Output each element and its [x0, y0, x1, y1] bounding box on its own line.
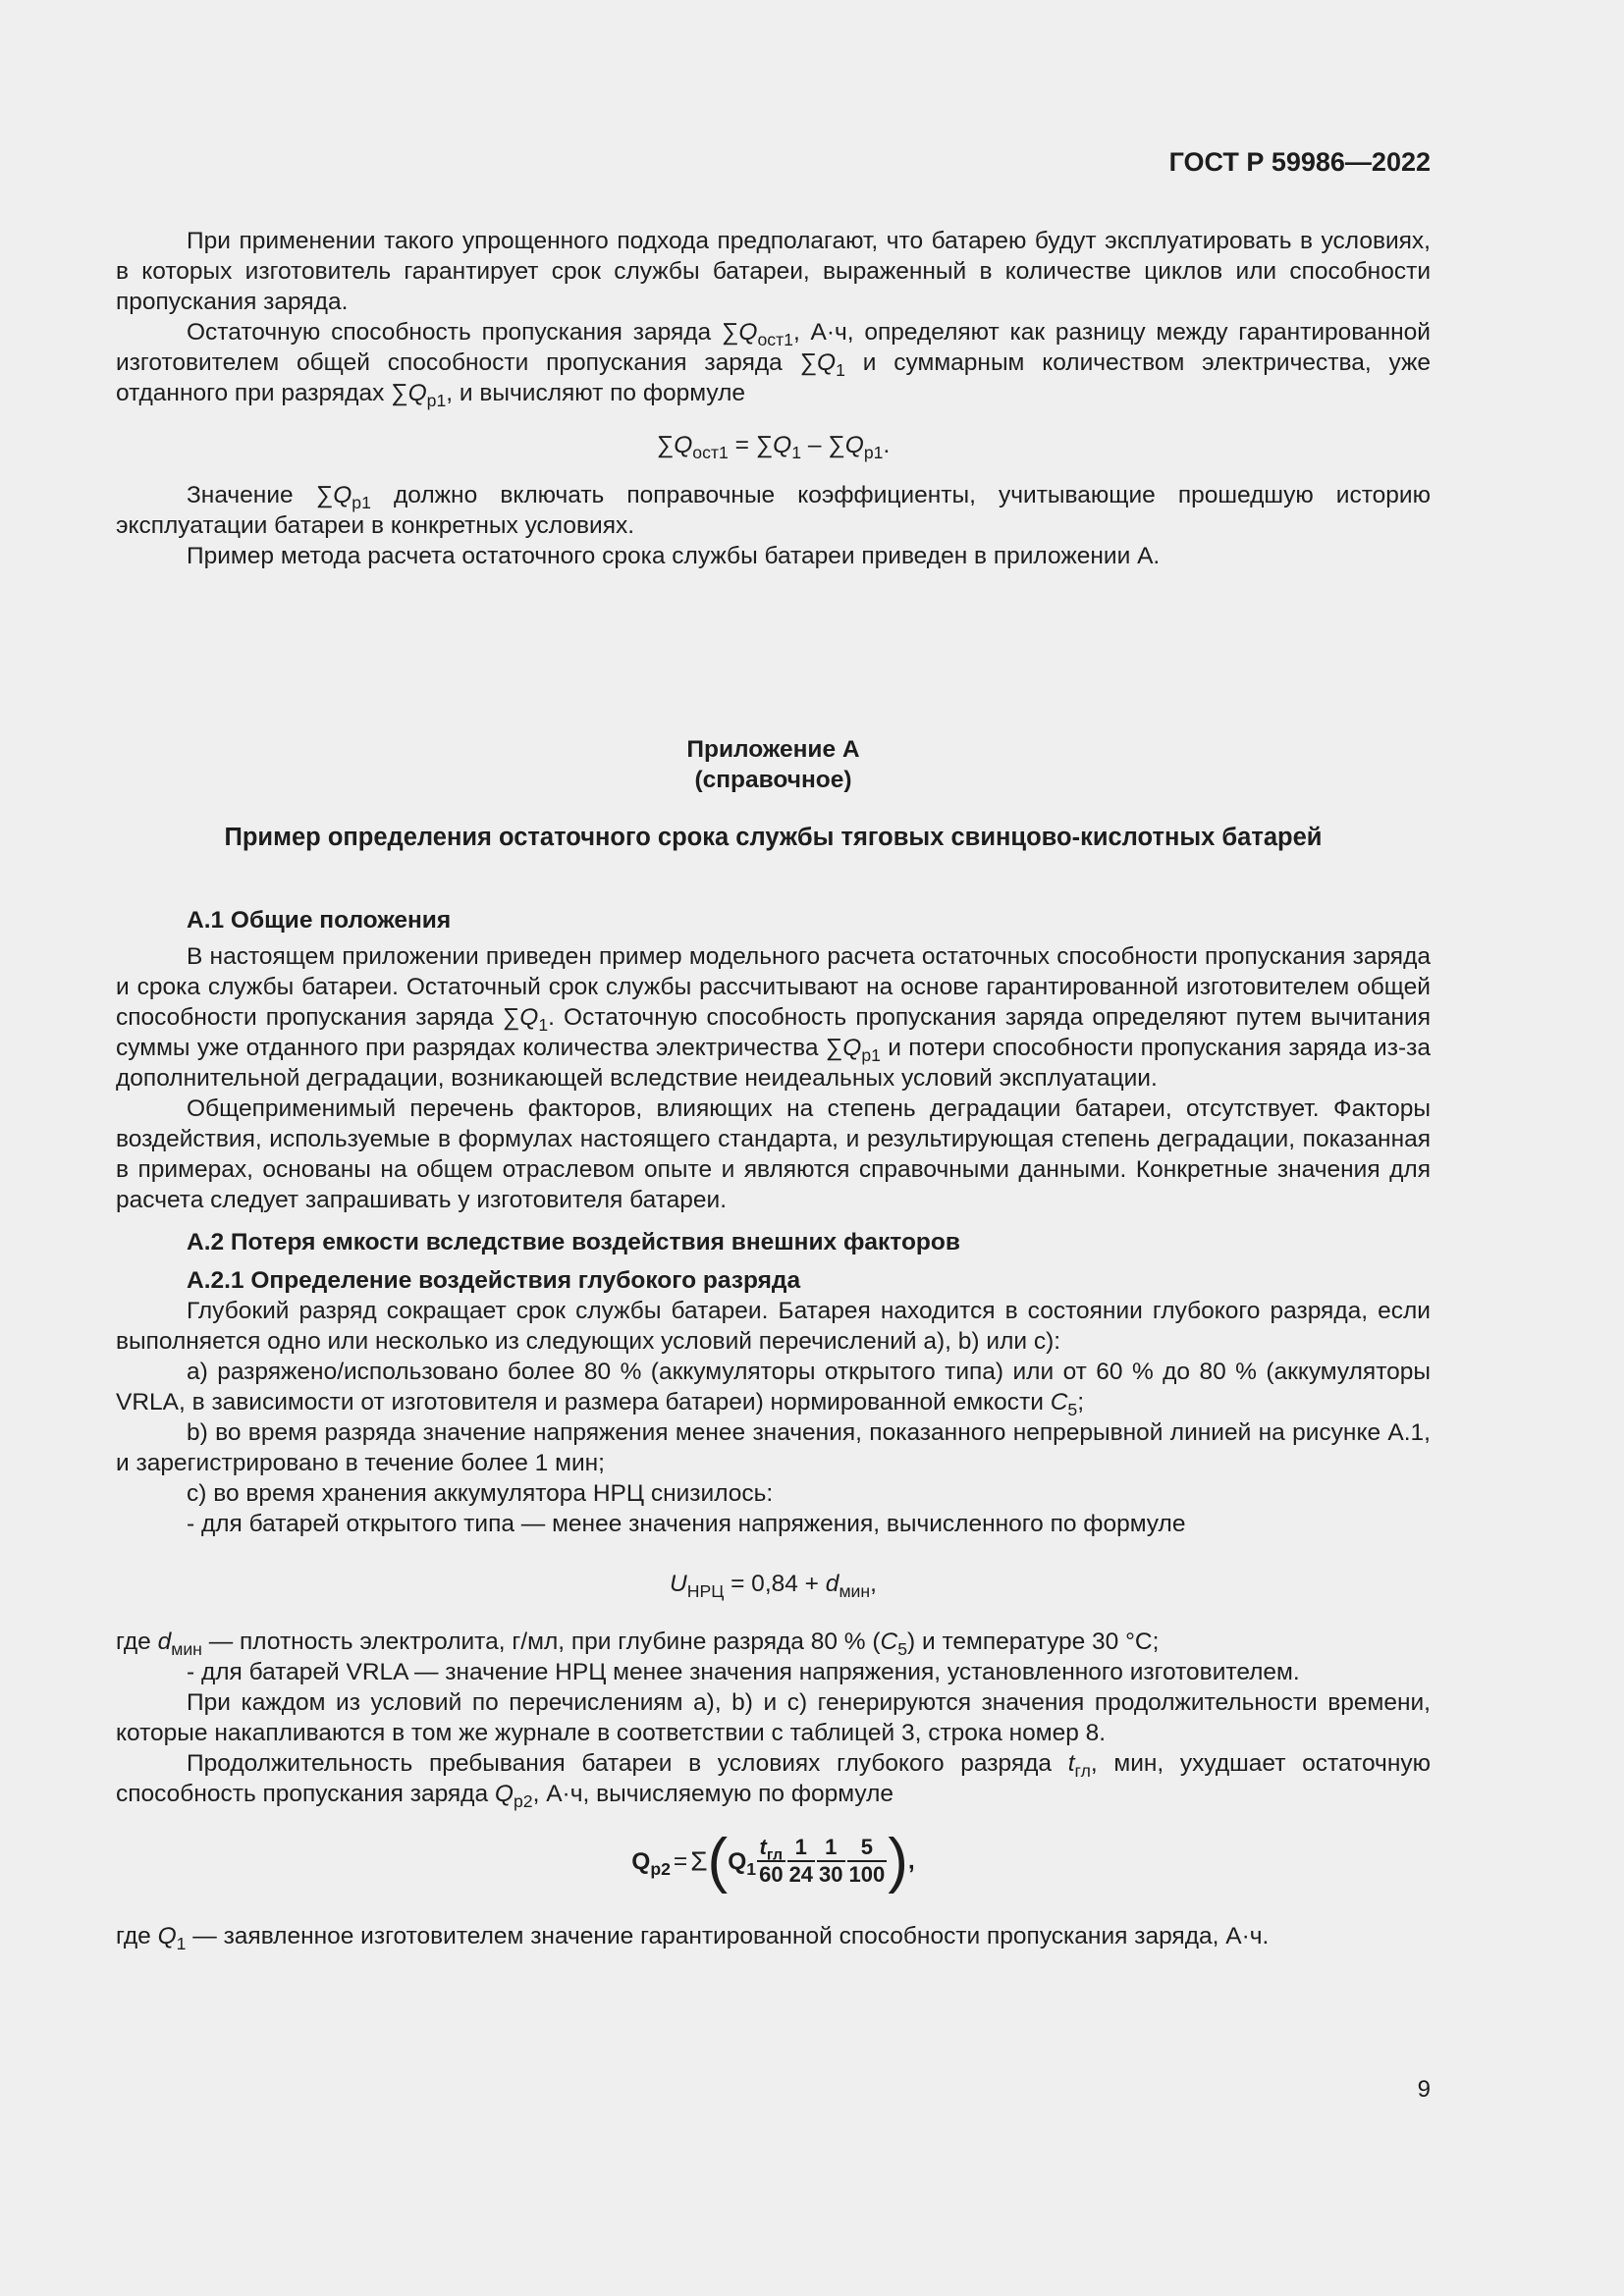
sigma-sign: Σ	[690, 1845, 708, 1877]
text: и суммарным количеством электричества, уже отданного при разрядах ∑	[116, 349, 1431, 406]
where-density	[116, 1627, 1431, 1660]
paragraph-deep-discharge-duration	[116, 1748, 1431, 1812]
text: , мин, ухудшает остаточную способность пропускания заряда	[116, 1750, 1431, 1807]
text: должно включать поправочные коэффициенты, учитывающие прошедшую историю эксплуатации батареи в конкретных условиях.	[116, 482, 1431, 539]
symbol-c: C	[1050, 1389, 1068, 1415]
top-section	[116, 226, 1431, 571]
q1-term	[728, 1847, 757, 1879]
symbol-q: Q	[728, 1847, 747, 1875]
symbol-q: Q	[631, 1847, 651, 1875]
text: где	[116, 1629, 158, 1655]
subscript: р2	[513, 1791, 533, 1812]
right-paren: )	[888, 1827, 908, 1895]
subscript: р1	[861, 1045, 881, 1066]
subscript: 5	[897, 1639, 908, 1660]
symbol-q: Q	[333, 482, 352, 508]
comma: ,	[907, 1847, 915, 1875]
subscript: 1	[538, 1015, 549, 1036]
fraction-5-100	[847, 1835, 888, 1888]
symbol-q: Q	[494, 1781, 514, 1807]
list-item-a	[116, 1357, 1431, 1420]
symbol-q: Q	[817, 349, 837, 376]
left-paren: (	[707, 1827, 729, 1895]
text: — плотность электролита, г/мл, при глубине разряда 80 % (	[201, 1629, 881, 1655]
symbol-q: Q	[773, 432, 792, 458]
symbol-c: C	[880, 1629, 898, 1655]
numerator: 1	[817, 1835, 844, 1862]
subscript: ост1	[757, 330, 793, 350]
symbol-q: Q	[519, 1004, 539, 1031]
paragraph-durations: При каждом из условий по перечислениям а), b) и с) генерируются значения продолжительности времени, которые накапливаются в том же журнале в соответствии с таблицей 3, строка номер 8.	[116, 1689, 1431, 1746]
subscript: р1	[352, 493, 371, 513]
text: = ∑	[728, 432, 774, 458]
section-a2-heading: А.2 Потеря емкости вследствие воздействия внешних факторов	[187, 1229, 960, 1255]
annex-subtitle: (справочное)	[694, 767, 852, 793]
text: и потери способности пропускания заряда из-за дополнительной деградации, возникающей вследствие неидеальных условий эксплуатации.	[116, 1035, 1431, 1092]
where-q1	[116, 1921, 1431, 1954]
subscript: 5	[1067, 1400, 1078, 1420]
text: ∑	[656, 432, 675, 458]
dash-item-open-type: - для батарей открытого типа — менее значения напряжения, вычисленного по формуле	[187, 1511, 1186, 1537]
subscript: мин	[839, 1581, 871, 1602]
text: ;	[1077, 1389, 1085, 1415]
annex-heading: Пример определения остаточного срока службы тяговых свинцово-кислотных батарей	[224, 824, 1323, 851]
symbol-q: Q	[844, 432, 864, 458]
text: – ∑	[801, 432, 845, 458]
symbol-q: Q	[738, 319, 758, 346]
text: Продолжительность пребывания батареи в условиях глубокого разряда	[187, 1750, 1068, 1777]
paragraph-a1-1	[116, 941, 1431, 1094]
numerator	[757, 1835, 785, 1862]
text: = 0,84 +	[724, 1571, 826, 1597]
symbol-u: U	[670, 1571, 687, 1597]
text: Значение ∑	[187, 482, 334, 508]
annex-header	[116, 734, 1431, 853]
numerator: 5	[847, 1835, 888, 1862]
text: где	[116, 1923, 158, 1949]
equals-sign: =	[673, 1847, 688, 1875]
subscript: 1	[176, 1934, 187, 1954]
symbol-q: Q	[407, 380, 427, 406]
document-id: ГОСТ Р 59986—2022	[1168, 147, 1431, 177]
dash-item-vrla: - для батарей VRLA — значение НРЦ менее значения напряжения, установленного изготовителем.	[187, 1659, 1300, 1685]
list-item-b: b) во время разряда значение напряжения менее значения, показанного непрерывной линией на рисунке А.1, и зарегистрировано в течение более 1 мин;	[116, 1419, 1431, 1476]
symbol-q: Q	[674, 432, 693, 458]
subscript: р1	[863, 443, 884, 463]
fraction-t-60	[757, 1835, 785, 1888]
symbol-t: t	[759, 1835, 767, 1859]
denominator: 30	[819, 1862, 843, 1887]
subscript: 1	[746, 1858, 757, 1879]
denominator: 60	[759, 1862, 784, 1887]
paragraph-approach: При применении такого упрощенного подхода предполагают, что батарею будут эксплуатировать в условиях, в которых изготовитель гарантирует срок службы батареи, выраженный в количестве циклов или способности пропускания заряда.	[116, 228, 1431, 315]
text: В настоящем приложении приведен пример модельного расчета остаточных способности пропускания заряда и срока службы батареи. Остаточный срок службы рассчитывают на основе гарантированной изготовителем общей способности пропускания заряда ∑	[116, 943, 1431, 1031]
symbol-d: d	[825, 1571, 839, 1597]
list-item-c: с) во время хранения аккумулятора НРЦ снизилось:	[187, 1480, 774, 1507]
paragraph-residual-capacity	[116, 317, 1431, 411]
symbol-d: d	[157, 1629, 172, 1655]
qp2-lhs	[631, 1847, 671, 1879]
section-a21-heading: А.2.1 Определение воздействия глубокого разряда	[187, 1267, 801, 1294]
subscript: НРЦ	[686, 1581, 725, 1602]
symbol-q: Q	[842, 1035, 862, 1061]
section-a2	[116, 1227, 1431, 1954]
paragraph-correction	[116, 480, 1431, 541]
subscript: 1	[836, 360, 845, 381]
subscript: р1	[426, 391, 447, 411]
subscript: p2	[650, 1858, 671, 1879]
text: , и вычисляют по формуле	[446, 380, 745, 406]
paragraph-a21-1: Глубокий разряд сокращает срок службы батареи. Батарея находится в состоянии глубокого разряда, если выполняется одно или несколько из следующих условий перечислений а), b) или с):	[116, 1298, 1431, 1355]
subscript: мин	[171, 1639, 202, 1660]
denominator: 100	[848, 1862, 886, 1887]
numerator: 1	[787, 1835, 815, 1862]
section-a1-heading: А.1 Общие положения	[187, 907, 452, 934]
text: Остаточную способность пропускания заряда ∑	[187, 319, 739, 346]
subscript: гл	[1074, 1761, 1091, 1782]
subscript: 1	[791, 443, 802, 463]
formula-residual	[116, 430, 1431, 463]
text: — заявленное изготовителем значение гарантированной способности пропускания заряда, А·ч.	[186, 1923, 1270, 1949]
subscript: гл	[766, 1846, 784, 1864]
text: ) и температуре 30 °С;	[907, 1629, 1160, 1655]
text: . Остаточную способность пропускания заряда определяют путем вычитания суммы уже отданного при разрядах количества электричества ∑	[116, 1004, 1431, 1061]
paragraph-a1-2: Общеприменимый перечень факторов, влияющих на степень деградации батареи, отсутствует. Факторы воздействия, используемые в формулах настоящего стандарта, и результирующая степень деградации, показанная в примерах, основаны на общем отраслевом опыте и являются справочными данными. Конкретные значения для расчета следует запрашивать у изготовителя батареи.	[116, 1095, 1431, 1213]
fraction-1-30	[817, 1835, 844, 1888]
annex-title: Приложение А	[686, 736, 860, 763]
paragraph-example-ref: Пример метода расчета остаточного срока службы батареи приведен в приложении А.	[187, 543, 1161, 569]
text: .	[883, 432, 891, 458]
formula-qp2	[116, 1827, 1431, 1895]
symbol-t: t	[1067, 1750, 1075, 1777]
text: , А·ч, вычисляемую по формуле	[532, 1781, 894, 1807]
fraction-1-24	[787, 1835, 815, 1888]
formula-ocv	[116, 1569, 1431, 1602]
page-number: 9	[1417, 2076, 1431, 2103]
denominator: 24	[788, 1862, 814, 1887]
section-a1	[116, 905, 1431, 1215]
text: а) разряжено/использовано более 80 % (аккумуляторы открытого типа) или от 60 % до 80 % (аккумуляторы VRLA, в зависимости от изготовителя и размера батареи) нормированной емкости	[116, 1359, 1431, 1415]
text: , А·ч, определяют как разницу между гарантированной изготовителем общей способности пропускания заряда ∑	[116, 319, 1431, 376]
symbol-q: Q	[157, 1923, 177, 1949]
subscript: ост1	[692, 443, 729, 463]
text: ,	[870, 1571, 877, 1597]
